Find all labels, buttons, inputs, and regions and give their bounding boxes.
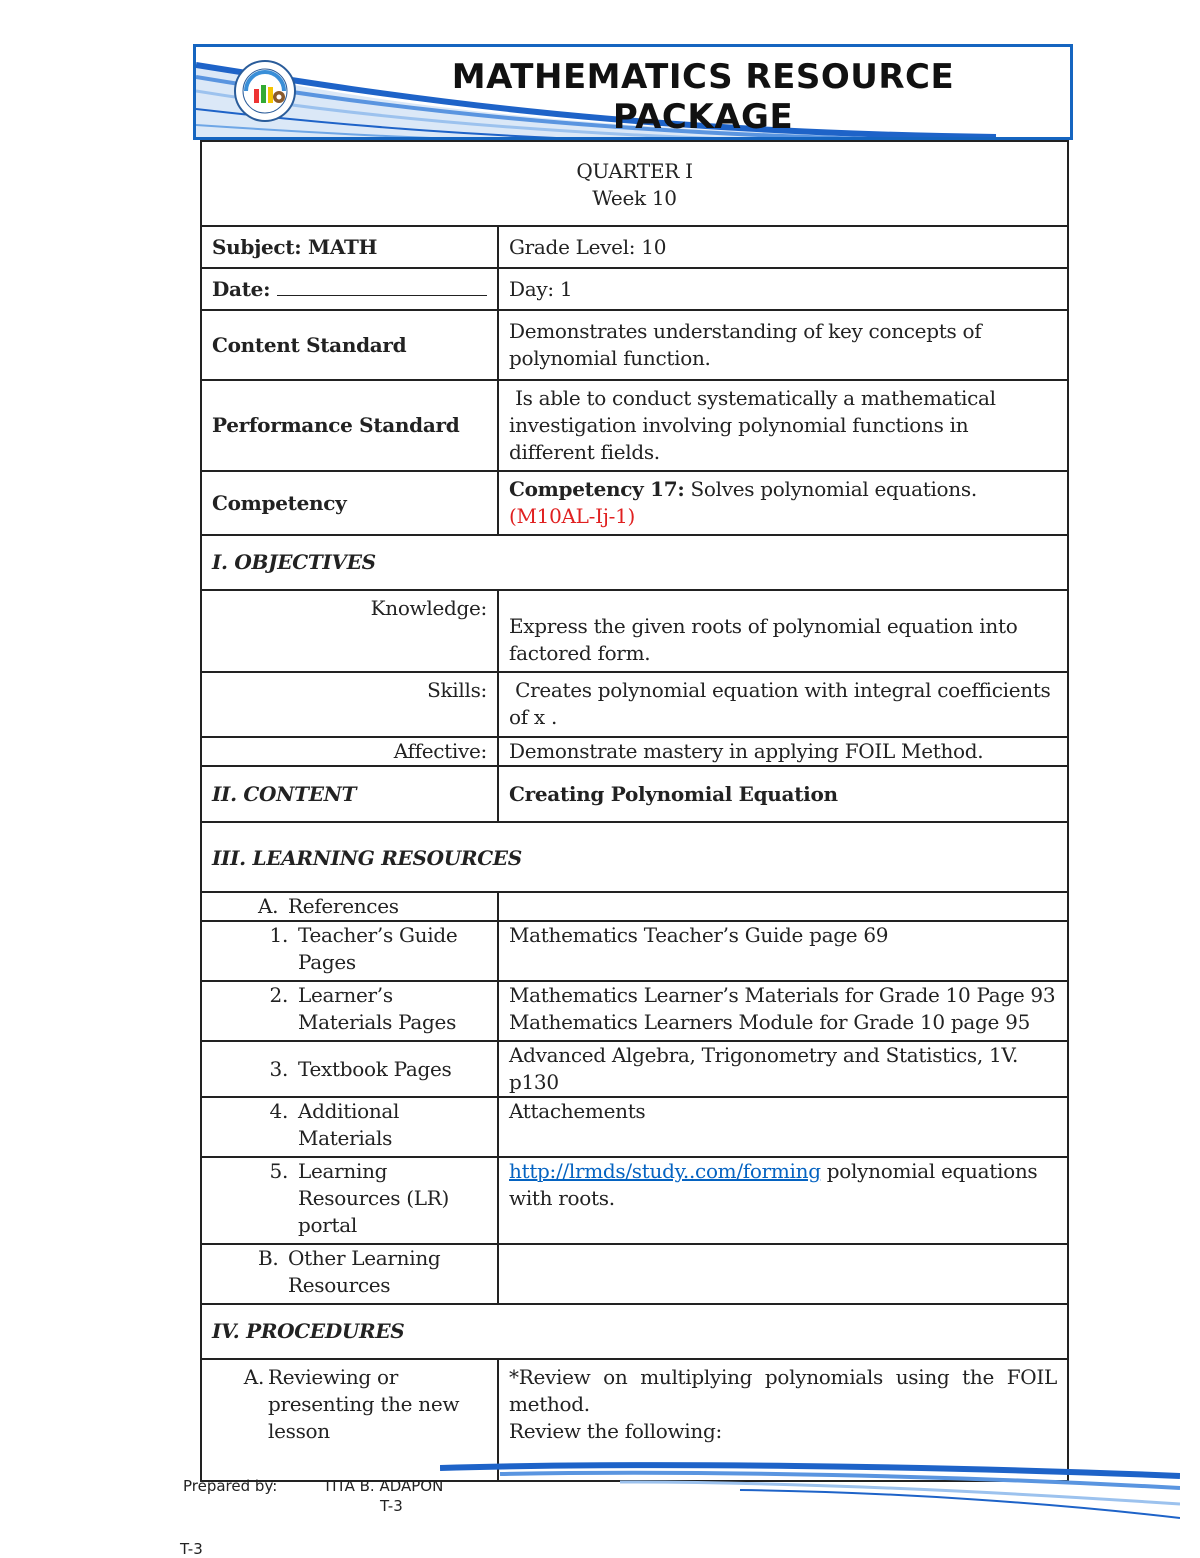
skills-label: Skills: [201,672,498,737]
performance-standard-row [201,380,1068,471]
quarter-row [201,141,1068,226]
content-text: Creating Polynomial Equation [498,766,1068,822]
preparer-position: T-3 [380,1497,403,1515]
date-field[interactable] [277,275,487,296]
competency-number: Competency 17: [509,477,685,501]
resource-row [201,1097,1068,1157]
prepared-by-label: Prepared by: [183,1477,278,1495]
review-label: Reviewing or presenting the new lesson [268,1365,460,1443]
grade-level: Grade Level: 10 [498,226,1068,268]
resource-number: 5. [269,1159,288,1183]
header-banner [193,44,1073,140]
subject-row [201,226,1068,268]
preparer-name: TITA B. ADAPON [323,1477,444,1495]
resource-row [201,1041,1068,1097]
affective-label: Affective: [201,737,498,766]
skills-row [201,672,1068,737]
resource-text: polynomial equations with roots. [509,1159,1038,1210]
lr-portal-link[interactable]: http://lrmds/study..com/forming [509,1159,821,1183]
resource-text-secondary: Mathematics Learners Module for Grade 10 page 95 [509,1010,1030,1034]
day-label: Day: 1 [498,268,1068,310]
affective-row [201,737,1068,766]
resource-text: Attachements [498,1097,1068,1157]
subject-label: Subject: MATH [201,226,498,268]
resource-number: 3. [269,1056,288,1081]
content-standard-label: Content Standard [201,310,498,380]
deped-seal-icon [232,51,298,133]
objectives-heading-row [201,535,1068,590]
resource-row [201,1157,1068,1244]
resource-number: 4. [269,1099,288,1123]
week-label: Week 10 [592,185,677,210]
knowledge-label: Knowledge: [201,590,498,672]
resource-number: 2. [269,983,288,1007]
content-standard-row [201,310,1068,380]
other-resources-row [201,1244,1068,1304]
quarter-label: QUARTER I [576,158,693,183]
resource-label: Textbook Pages [298,1056,452,1081]
competency-row [201,471,1068,535]
performance-standard-text: Is able to conduct systematically a mathematical investigation involving polynomial functions in different fields. [498,380,1068,471]
resource-number: 1. [269,923,288,947]
resource-text: Mathematics Learner’s Materials for Grade 10 Page 93 [509,983,1056,1007]
competency-text: Solves polynomial equations. [684,477,983,501]
content-row [201,766,1068,822]
content-standard-text: Demonstrates understanding of key concepts of polynomial function. [498,310,1068,380]
review-letter: A. [243,1365,264,1389]
resource-label: Teacher’s Guide Pages [298,923,458,974]
other-resources-label: Other Learning Resources [288,1246,441,1297]
date-row [201,268,1068,310]
lesson-plan-table [200,140,1069,1482]
other-resources-letter: B. [258,1246,279,1270]
knowledge-text: Express the given roots of polynomial equation into factored form. [498,590,1068,672]
review-instruction: *Review on multiplying polynomials using the FOIL method. [509,1365,1057,1416]
procedures-heading-row [201,1304,1068,1359]
references-row [201,892,1068,921]
competency-label: Competency [201,471,498,535]
review-following: Review the following: [509,1419,722,1443]
page-footer-text: T-3 [180,1540,203,1558]
date-label: Date: [212,277,271,301]
procedures-heading: IV. PROCEDURES [201,1304,1068,1359]
references-letter: A. [258,894,279,918]
package-title: MATHEMATICS RESOURCE PACKAGE [451,57,955,137]
skills-text: Creates polynomial equation with integral coefficients of x . [498,672,1068,737]
content-heading: II. CONTENT [201,766,498,822]
knowledge-row [201,590,1068,672]
resource-text: Advanced Algebra, Trigonometry and Statistics, 1V. p130 [498,1041,1068,1097]
resources-heading: III. LEARNING RESOURCES [201,822,1068,892]
resource-row [201,981,1068,1041]
resource-label: Learner’s Materials Pages [298,983,457,1034]
resource-label: Additional Materials [298,1099,400,1150]
objectives-heading: I. OBJECTIVES [201,535,1068,590]
competency-code: (M10AL-Ij-1) [509,504,635,528]
footer-swoosh [440,1452,1180,1522]
performance-standard-label: Performance Standard [201,380,498,471]
affective-text: Demonstrate mastery in applying FOIL Method. [498,737,1068,766]
resources-heading-row [201,822,1068,892]
references-label: References [288,894,399,918]
resource-label: Learning Resources (LR) portal [298,1159,450,1237]
resource-text: Mathematics Teacher’s Guide page 69 [498,921,1068,981]
resource-row [201,921,1068,981]
